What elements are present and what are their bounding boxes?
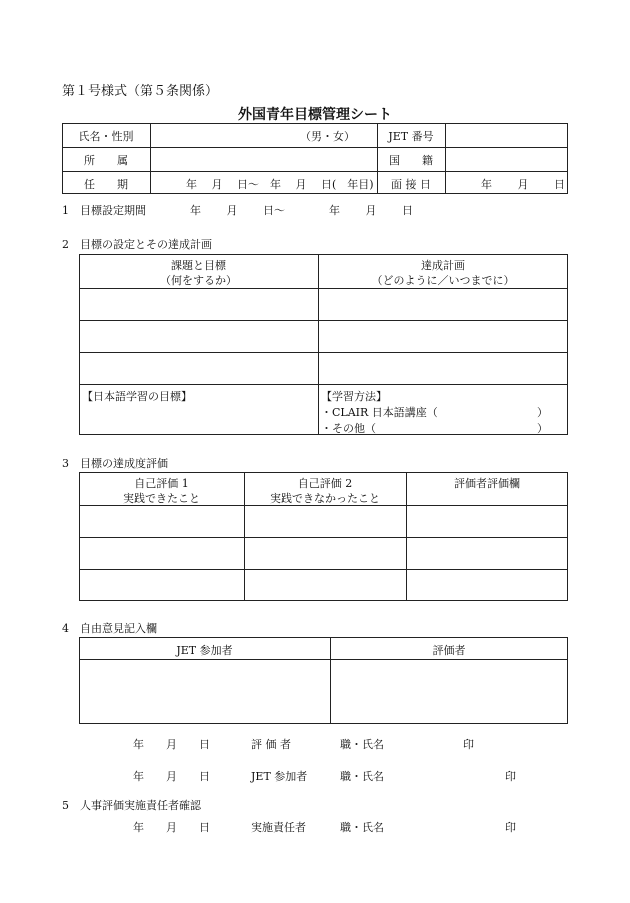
self-eval2-line2: 実践できなかったこと <box>270 492 380 505</box>
method-other-close: ） <box>537 422 548 435</box>
self-eval1-line1: 自己評価 1 <box>134 477 189 490</box>
plan-col-line2: （どのように／いつまでに） <box>371 274 515 287</box>
method-title: 【学習方法】 <box>321 390 387 403</box>
jet-number-label: JET 番号 <box>388 130 434 143</box>
nationality-label: 国 籍 <box>389 154 433 167</box>
plan-col-line1: 達成計画 <box>421 259 465 272</box>
jet-participant-col: JET 参加者 <box>176 644 233 657</box>
evaluator-col: 評価者評価欄 <box>454 477 520 490</box>
plan-cell-1[interactable] <box>319 289 567 319</box>
seal-mark: 印 <box>505 770 516 783</box>
section1-period-field[interactable]: 年 月 日～ 年 月 日 <box>190 204 413 217</box>
japanese-goal-label: 【日本語学習の目標】 <box>82 390 192 403</box>
section2-label: 2 目標の設定とその達成計画 <box>62 238 212 251</box>
section4-label: 4 自由意見記入欄 <box>62 622 157 635</box>
signature-role: JET 参加者 <box>251 770 308 783</box>
method-clair-close: ） <box>537 406 548 419</box>
signature-date[interactable]: 年 月 日 <box>133 821 210 834</box>
name-sex-label: 氏名・性別 <box>78 130 134 143</box>
seal-mark: 印 <box>505 821 516 834</box>
plan-cell-3[interactable] <box>319 353 567 383</box>
signature-role: 評 価 者 <box>251 738 291 751</box>
evaluator-cell-2[interactable] <box>407 538 567 568</box>
self-eval2-cell-3[interactable] <box>245 570 405 600</box>
self-eval2-line1: 自己評価 2 <box>297 477 353 490</box>
plan-cell-2[interactable] <box>319 321 567 351</box>
term-field[interactable]: 年 月 日～ 年 月 日( 年目) <box>186 178 374 191</box>
goal-cell-2[interactable] <box>80 321 317 351</box>
self-eval2-cell-2[interactable] <box>245 538 405 568</box>
goal-cell-3[interactable] <box>80 353 317 383</box>
evaluator-cell-3[interactable] <box>407 570 567 600</box>
section1-label: 1 目標設定期間 <box>62 204 146 217</box>
interview-date-field[interactable]: 年 月 日 <box>481 178 565 191</box>
self-eval1-line2: 実践できたこと <box>123 492 200 505</box>
seal-mark: 印 <box>463 738 474 751</box>
goal-col-line2: （何をするか） <box>160 274 237 287</box>
japanese-goal-field[interactable] <box>80 400 317 434</box>
method-clair-field[interactable] <box>426 402 536 416</box>
method-other-field[interactable] <box>380 418 535 432</box>
section5-label: 5 人事評価実施責任者確認 <box>62 799 201 812</box>
jet-participant-comment-field[interactable] <box>80 660 329 723</box>
self-eval1-cell-2[interactable] <box>80 538 243 568</box>
term-label: 任 期 <box>84 178 128 191</box>
evaluator-comment-field[interactable] <box>331 660 567 723</box>
goal-cell-1[interactable] <box>80 289 317 319</box>
evaluator-cell-1[interactable] <box>407 506 567 536</box>
signature-name-label: 職・氏名 <box>340 821 384 834</box>
goal-col-line1: 課題と目標 <box>171 259 226 272</box>
signature-name-label: 職・氏名 <box>340 770 384 783</box>
method-other: ・その他（ <box>321 422 376 435</box>
sex-options: （男・女） <box>300 130 355 143</box>
nationality-field[interactable] <box>445 148 568 170</box>
self-eval1-cell-3[interactable] <box>80 570 243 600</box>
signature-role: 実施責任者 <box>251 821 306 834</box>
signature-name-label: 職・氏名 <box>340 738 384 751</box>
affiliation-field[interactable] <box>150 148 377 170</box>
interview-date-label: 面 接 日 <box>391 178 431 191</box>
page-title: 外国青年目標管理シート <box>238 107 392 123</box>
jet-number-field[interactable] <box>445 124 568 146</box>
self-eval2-cell-1[interactable] <box>245 506 405 536</box>
self-eval1-cell-1[interactable] <box>80 506 243 536</box>
affiliation-label: 所 属 <box>84 154 128 167</box>
signature-date[interactable]: 年 月 日 <box>133 770 210 783</box>
signature-date[interactable]: 年 月 日 <box>133 738 210 751</box>
evaluator-comment-col: 評価者 <box>432 644 466 657</box>
section3-label: 3 目標の達成度評価 <box>62 457 168 470</box>
form-number: 第１号様式（第５条関係） <box>62 84 219 99</box>
method-clair: ・CLAIR 日本語講座（ <box>321 406 438 419</box>
